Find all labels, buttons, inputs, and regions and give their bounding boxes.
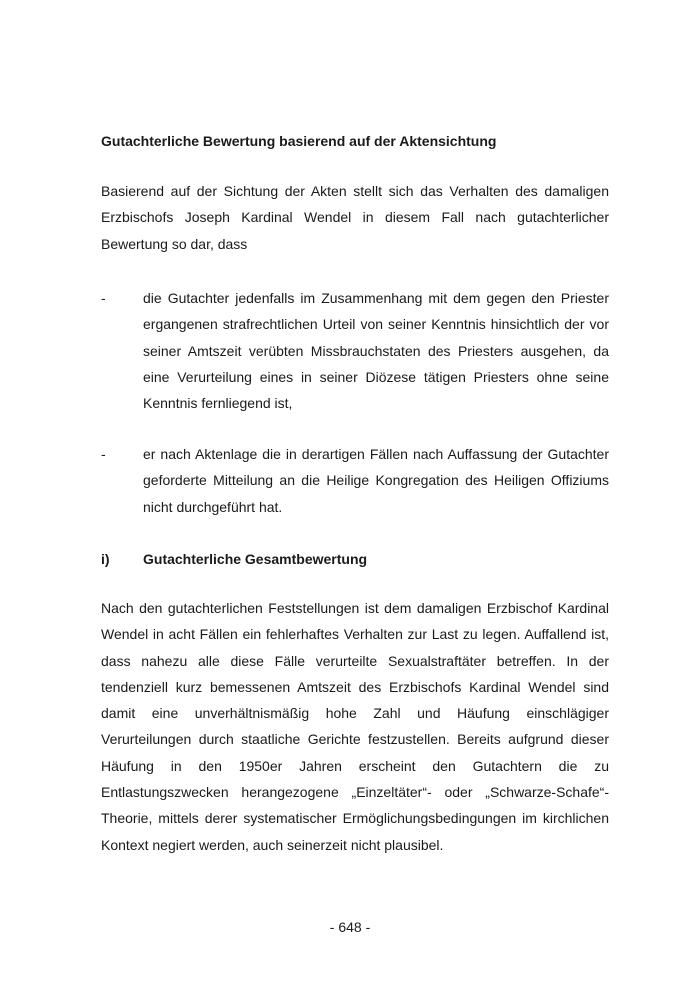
bullet-marker: - <box>101 290 106 306</box>
bullet-item-notification <box>101 441 609 521</box>
overall-assessment-paragraph: Nach den gutachterlichen Feststellungen ist dem damaligen Erzbischof Kardinal Wendel in acht Fällen ein fehlerhaftes Verhalten zur Last zu legen. Auffallend ist, dass nahezu alle diese Fälle verurteilte Sexualstraftäter betreffen. In der tendenziell kurz bemessenen Amtszeit des Erzbischofs Kardinal Wendel sind damit eine unverhältnismäßig hohe Zahl und Häufung einschlägiger Verurteilungen durch staatliche Gerichte festzustellen. Bereits aufgrund dieser Häufung in den 1950er Jahren erscheint den Gutachtern die zu Entlastungszwecken herangezogene „Einzeltäter“- oder „Schwarze-Schafe“-Theorie, mittels derer systematischer Ermöglichungsbedingungen im kirchlichen Kontext negiert werden, auch seinerzeit nicht plausibel. <box>101 600 609 853</box>
bullet-marker: - <box>101 446 106 462</box>
section-number: i) <box>101 551 110 567</box>
section-heading-assessment: Gutachterliche Bewertung basierend auf der Aktensichtung <box>101 133 497 149</box>
section-heading-overall <box>101 549 611 569</box>
page-number: - 648 - <box>329 919 371 935</box>
bullet-item-knowledge <box>101 285 609 417</box>
bullet-text: die Gutachter jedenfalls im Zusammenhang mit dem gegen den Priester ergangenen strafrechtlichen Urteil von seiner Kenntnis hinsichtlich der vor seiner Amtszeit verübten Missbrauchstaten des Priesters ausgehen, da eine Verurteilung eines in seiner Diözese tätigen Priesters ohne seine Kenntnis fernliegend ist, <box>143 290 609 412</box>
bullet-text: er nach Aktenlage die in derartigen Fällen nach Auffassung der Gutachter geforderte Mitteilung an die Heilige Kongregation des Heiligen Offiziums nicht durchgeführt hat. <box>143 446 609 515</box>
section-title: Gutachterliche Gesamtbewertung <box>143 551 368 567</box>
intro-paragraph: Basierend auf der Sichtung der Akten stellt sich das Verhalten des damaligen Erzbischofs Joseph Kardinal Wendel in diesem Fall nach gutachterlicher Bewertung so dar, dass <box>101 183 609 252</box>
